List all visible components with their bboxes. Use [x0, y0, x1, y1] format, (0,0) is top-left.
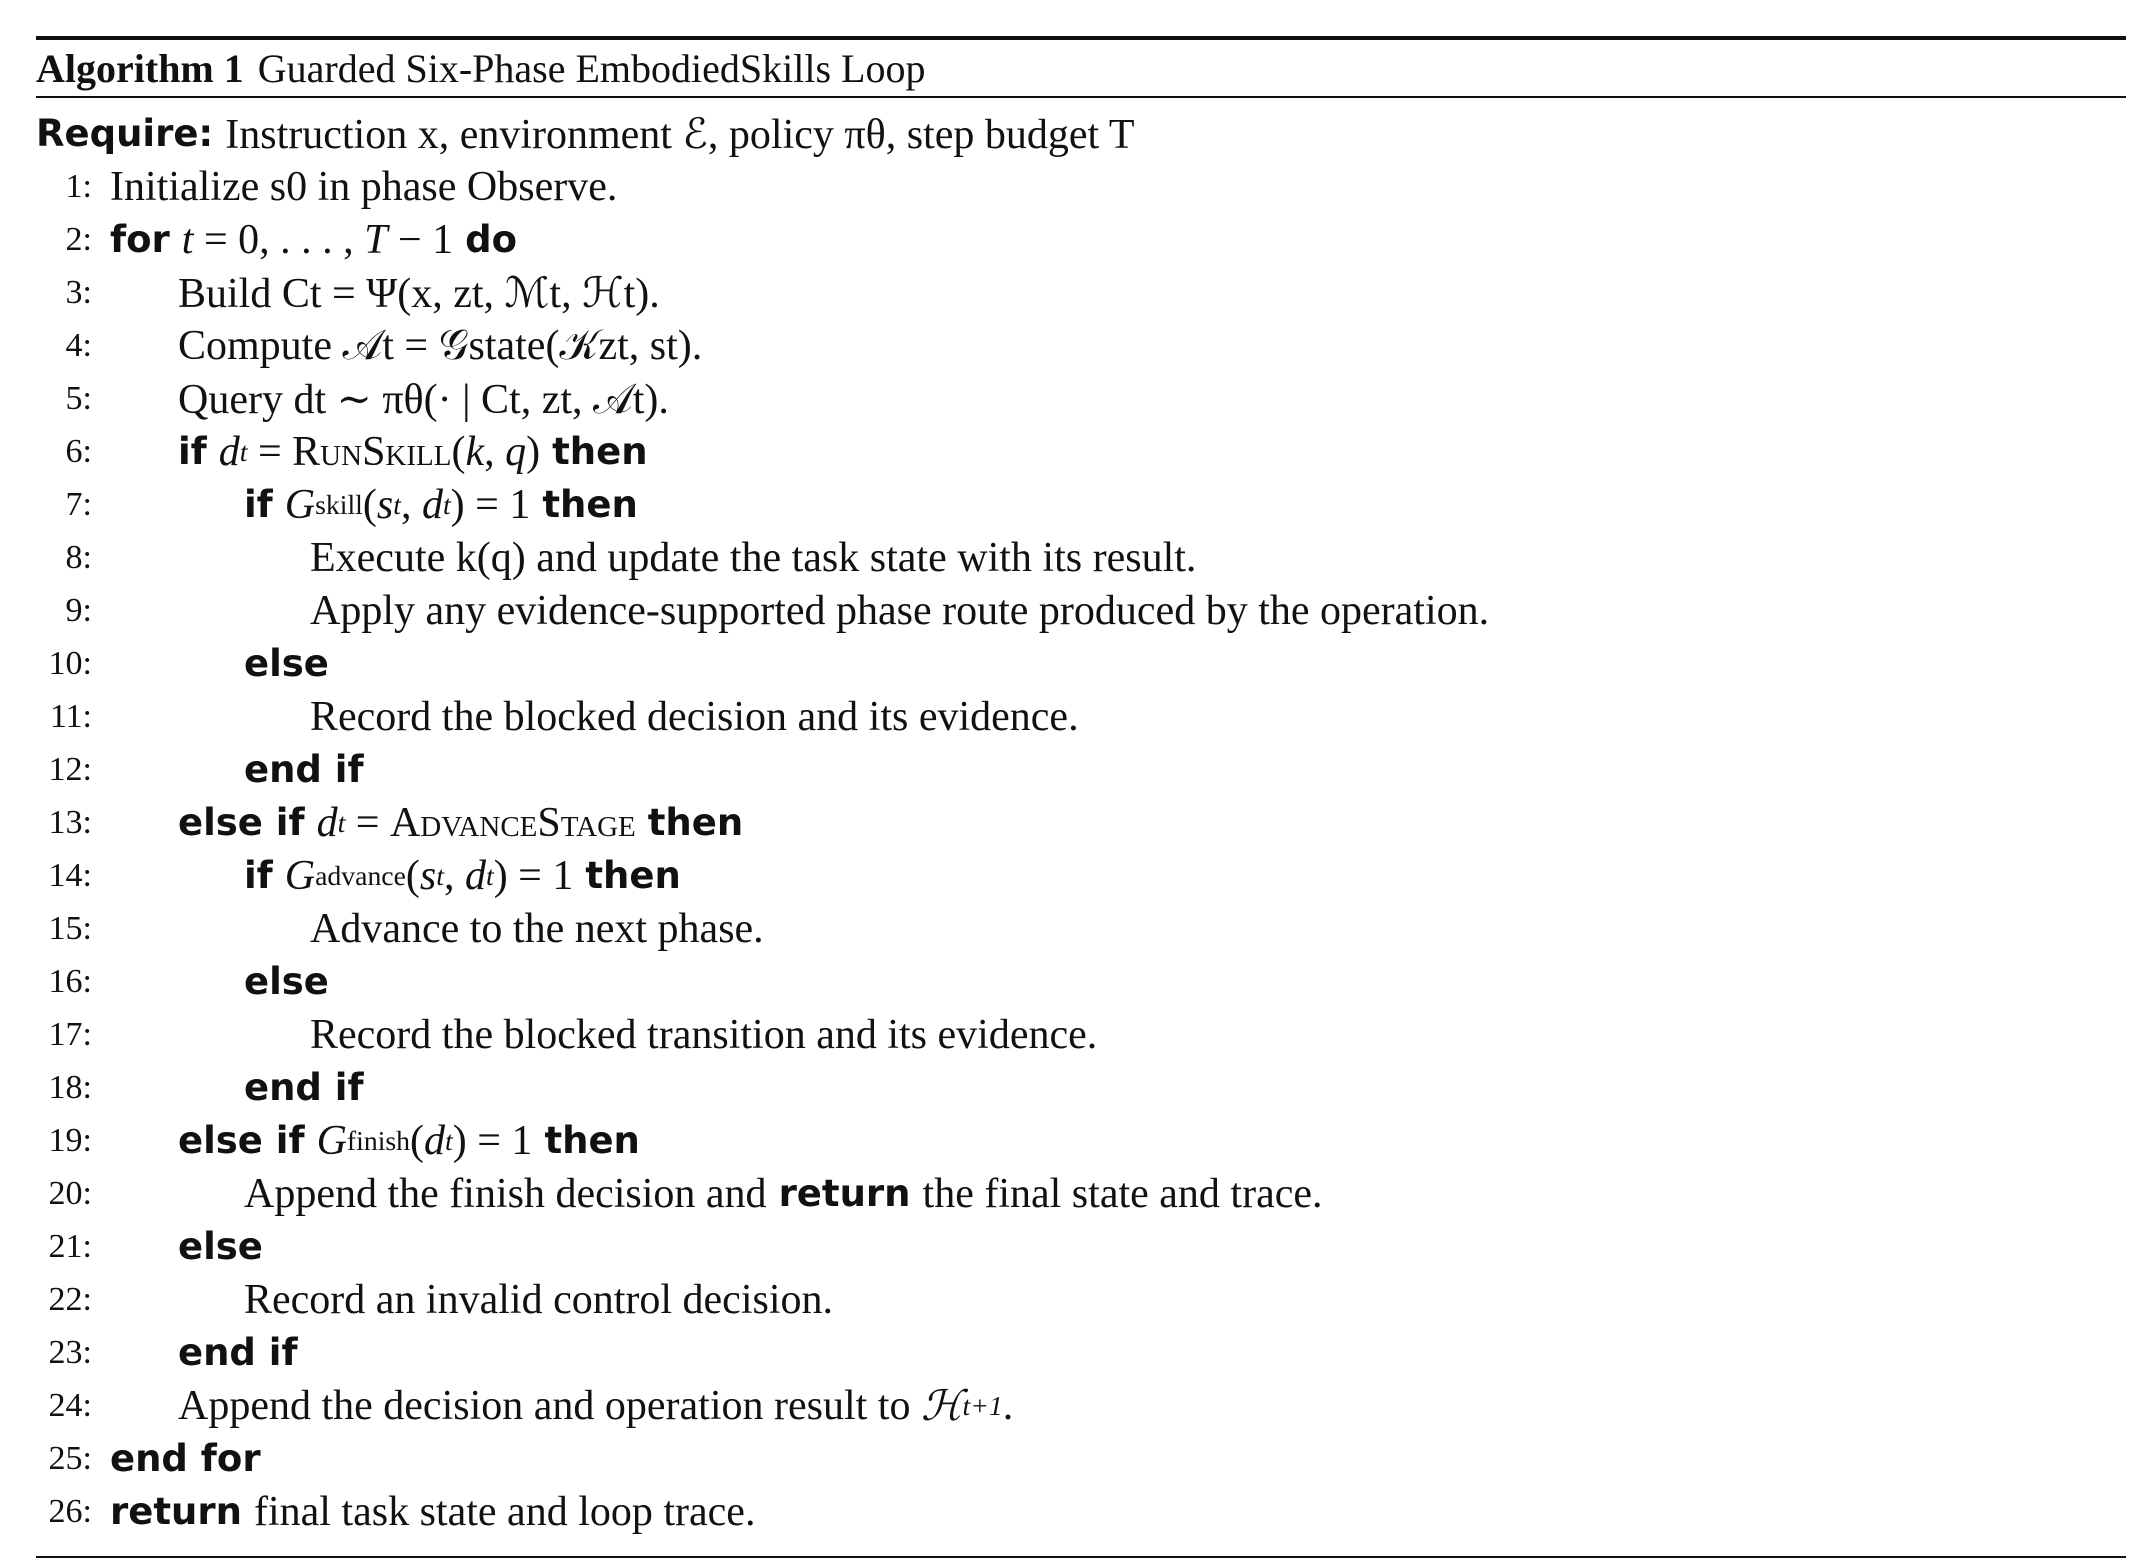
line-number: 15:	[48, 909, 92, 947]
line-number: 23:	[48, 1333, 92, 1371]
line-number: 1:	[65, 167, 92, 205]
line-24-text: Append the decision and operation result to	[178, 1382, 911, 1429]
else-keyword: else	[178, 1225, 263, 1268]
line-text: Compute 𝒜t = 𝒢state(𝒦zt, st).	[178, 322, 703, 369]
line-number: 12:	[48, 750, 92, 788]
line-text: Build Ct = Ψ(x, zt, ℳt, ℋt).	[178, 270, 660, 317]
line-text	[110, 1488, 755, 1536]
algorithm-title: Guarded Six-Phase EmbodiedSkills Loop	[257, 45, 926, 91]
line-20-part-b: the final state and trace.	[922, 1170, 1323, 1217]
line-number: 17:	[48, 1015, 92, 1053]
require-text: Instruction x, environment ℰ, policy πθ, step budget T	[225, 111, 1135, 158]
else-if-keyword: else if	[178, 1119, 305, 1162]
line-text	[244, 1170, 1323, 1218]
for-keyword: for	[110, 218, 170, 261]
line-number: 5:	[65, 379, 92, 417]
caption-rule	[36, 96, 2126, 98]
then-keyword: then	[542, 483, 638, 526]
then-keyword: then	[552, 430, 648, 473]
algorithm-caption	[36, 40, 925, 96]
line-text: Execute k(q) and update the task state with its result.	[310, 534, 1197, 581]
line-number: 6:	[65, 432, 92, 470]
line-text: Append the decision and operation result to ℋ t+1 .	[178, 1381, 1014, 1430]
else-if-keyword: else if	[178, 801, 305, 844]
bottom-rule	[36, 1556, 2126, 1558]
line-number: 9:	[65, 591, 92, 629]
line-text: Apply any evidence-supported phase route produced by the operation.	[310, 587, 1490, 634]
line-text: if G advance ( s t , d t ) = 1 then	[244, 852, 681, 899]
line-number: 7:	[65, 485, 92, 523]
require-keyword: Require:	[36, 112, 214, 155]
line-number: 21:	[48, 1227, 92, 1265]
line-number: 8:	[65, 538, 92, 576]
end-for-keyword: end for	[110, 1437, 261, 1480]
then-keyword: then	[647, 801, 744, 844]
if-keyword: if	[244, 483, 273, 526]
line-number: 18:	[48, 1068, 92, 1106]
else-keyword: else	[244, 642, 329, 685]
algorithm-label: Algorithm 1	[36, 45, 244, 91]
line-text: Record an invalid control decision.	[244, 1276, 834, 1323]
return-keyword: return	[778, 1172, 911, 1215]
line-text: else if d t = AdvanceStage then	[178, 799, 744, 846]
else-keyword: else	[244, 960, 329, 1003]
do-keyword: do	[465, 218, 518, 261]
end-if-keyword: end if	[178, 1331, 298, 1374]
line-text: Query dt ∼ πθ(· | Ct, zt, 𝒜t).	[178, 376, 669, 423]
line-number: 16:	[48, 962, 92, 1000]
then-keyword: then	[585, 854, 681, 897]
line-text: for t = 0, . . . , T − 1 do	[110, 216, 518, 263]
line-number: 24:	[48, 1386, 92, 1424]
line-text: Advance to the next phase.	[310, 905, 764, 952]
end-if-keyword: end if	[244, 748, 364, 791]
then-keyword: then	[544, 1119, 640, 1162]
return-keyword: return	[110, 1490, 242, 1533]
line-number: 11:	[49, 697, 92, 735]
line-20-part-a: Append the finish decision and	[244, 1170, 767, 1217]
line-number: 4:	[65, 326, 92, 364]
require-content	[36, 109, 1135, 159]
if-keyword: if	[244, 854, 273, 897]
line-text: if d t = RunSkill ( k , q ) then	[178, 428, 648, 475]
line-26-text: final task state and loop trace.	[253, 1488, 756, 1535]
line-number: 2:	[65, 220, 92, 258]
line-text: Record the blocked decision and its evidence.	[310, 693, 1079, 740]
if-keyword: if	[178, 430, 207, 473]
line-number: 19:	[48, 1121, 92, 1159]
line-number: 22:	[48, 1280, 92, 1318]
line-text: if G skill ( s t , d t ) = 1 then	[244, 481, 638, 528]
line-number: 3:	[65, 273, 92, 311]
line-number: 20:	[48, 1174, 92, 1212]
line-text: Initialize s0 in phase Observe.	[110, 163, 618, 210]
line-number: 13:	[48, 803, 92, 841]
end-if-keyword: end if	[244, 1066, 364, 1109]
line-number: 25:	[48, 1439, 92, 1477]
line-text: else if G finish ( d t ) = 1 then	[178, 1117, 640, 1164]
line-text: Record the blocked transition and its evidence.	[310, 1011, 1098, 1058]
line-number: 26:	[48, 1492, 92, 1530]
line-number: 14:	[48, 856, 92, 894]
line-number: 10:	[48, 644, 92, 682]
